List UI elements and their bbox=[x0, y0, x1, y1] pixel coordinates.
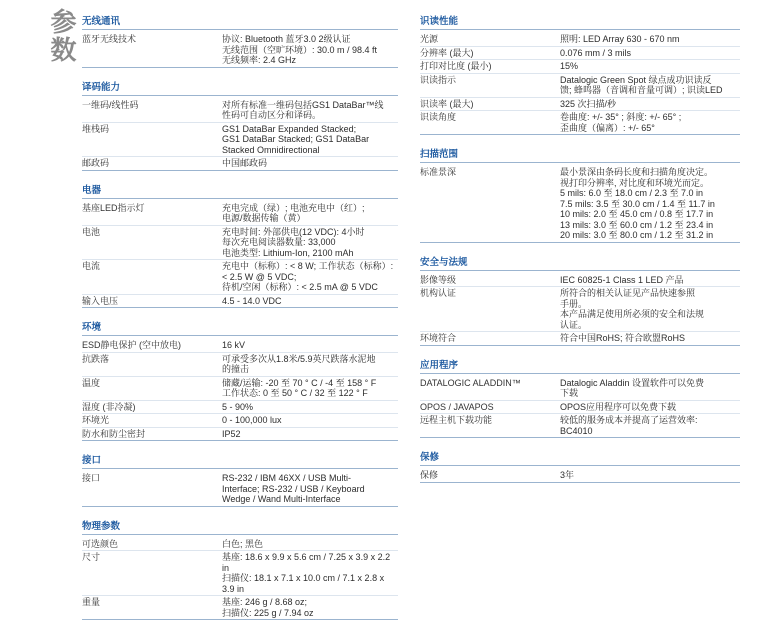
spec-row bbox=[82, 157, 398, 171]
spec-row bbox=[82, 339, 398, 353]
spec-row bbox=[82, 99, 398, 123]
spec-label: 尺寸 bbox=[82, 552, 101, 562]
spec-label: 抗跌落 bbox=[82, 353, 110, 364]
spec-label: 标准景深 bbox=[420, 167, 457, 177]
spec-label: ESD静电保护 (空中放电) bbox=[82, 340, 182, 350]
spec-label: 防水和防尘密封 bbox=[82, 428, 146, 439]
spec-row bbox=[82, 596, 398, 620]
section-header: 电器 bbox=[82, 185, 398, 199]
section-header: 物理参数 bbox=[82, 521, 398, 535]
spec-value: 0.076 mm / 3 mils bbox=[560, 47, 632, 58]
spec-row bbox=[420, 74, 740, 98]
spec-value: 卷曲度: +/- 35° ; 斜度: +/- 65° ; 歪曲度（偏离）: +/- 65° bbox=[560, 112, 682, 133]
spec-row bbox=[82, 472, 398, 507]
spec-row bbox=[420, 377, 740, 401]
spec-value: 储藏/运输: -20 至 70 ° C / -4 至 158 ° F 工作状态: 0 至 50 ° C / 32 至 122 ° F bbox=[222, 377, 377, 398]
spec-row bbox=[420, 469, 740, 483]
spec-value: GS1 DataBar Expanded Stacked; GS1 DataBar Stacked; GS1 DataBar Stacked Omnidirectional bbox=[222, 123, 370, 155]
spec-row bbox=[82, 295, 398, 309]
spec-label: 重量 bbox=[82, 597, 101, 607]
spec-value: OPOS应用程序可以免费下载 bbox=[560, 401, 677, 412]
section-header: 识读性能 bbox=[420, 16, 740, 30]
right-column bbox=[420, 16, 740, 497]
spec-section bbox=[82, 455, 398, 507]
spec-label: 可选颜色 bbox=[82, 538, 119, 549]
spec-row bbox=[82, 202, 398, 226]
spec-row bbox=[420, 414, 740, 438]
spec-label: 影像等级 bbox=[420, 274, 457, 285]
spec-label: 光源 bbox=[420, 34, 439, 44]
spec-row bbox=[82, 353, 398, 377]
section-header: 安全与法规 bbox=[420, 257, 740, 271]
spec-row bbox=[82, 414, 398, 428]
spec-label: 温度 bbox=[82, 377, 101, 388]
spec-value: 协议: Bluetooth 蓝牙3.0 2级认证 无线范围（空旷环境）: 30.0 m / 98.4 ft 无线频率: 2.4 GHz bbox=[222, 34, 378, 65]
spec-value: 3年 bbox=[560, 470, 575, 480]
section-header: 应用程序 bbox=[420, 360, 740, 374]
spec-section bbox=[420, 360, 740, 439]
spec-value: 充电中（标称）: < 8 W; 工作状态（标称）: < 2.5 W @ 5 VDC; 待机/空闲（标称）: < 2.5 mA @ 5 VDC bbox=[222, 261, 394, 292]
spec-value: 符合中国RoHS; 符合欧盟RoHS bbox=[560, 333, 686, 343]
spec-value: 基座: 18.6 x 9.9 x 5.6 cm / 7.25 x 3.9 x 2.2 in 扫描仪: 18.1 x 7.1 x 10.0 cm / 7.1 x 2.8 x 3.9 in bbox=[222, 552, 391, 594]
spec-label: 邮政码 bbox=[82, 158, 110, 168]
spec-section bbox=[82, 185, 398, 309]
spec-label: 识读率 (最大) bbox=[420, 98, 474, 109]
spec-value: 充电时间: 外部供电(12 VDC): 4小时 每次充电阅读器数量: 33,000 电池类型: Lithium-Ion, 2100 mAh bbox=[222, 226, 365, 258]
spec-section bbox=[420, 16, 740, 135]
spec-value: 最小景深由条码长度和扫描角度决定。 视打印分辨率, 对比度和环境光而定。 5 mils: 6.0 至 18.0 cm / 2.3 至 7.0 in 7.5 mils: 3.5 至 30.0 cm / 1.4 至 11.7 in 10 mils: 2.0 至 45.0 cm / 0.8 至 17.7 in 13 mils: 3.0 至 60.0 cm / 1.2 至 23.4 in 20 mils: 3.0 至 80.0 cm / 1.2 至 31.2 in bbox=[560, 167, 715, 240]
spec-label: 识读指示 bbox=[420, 74, 457, 85]
spec-label: 堆栈码 bbox=[82, 123, 110, 134]
spec-label: 基座LED指示灯 bbox=[82, 202, 145, 213]
spec-label: 接口 bbox=[82, 473, 101, 483]
spec-row bbox=[82, 401, 398, 415]
spec-label: 远程主机下载功能 bbox=[420, 415, 493, 425]
spec-label: 识读角度 bbox=[420, 112, 457, 122]
spec-label: 蓝牙无线技术 bbox=[82, 34, 137, 44]
spec-row bbox=[420, 60, 740, 74]
spec-row bbox=[420, 401, 740, 415]
spec-row bbox=[82, 260, 398, 295]
spec-row bbox=[420, 287, 740, 332]
spec-label: OPOS / JAVAPOS bbox=[420, 401, 494, 412]
spec-value: 照明: LED Array 630 - 670 nm bbox=[560, 34, 680, 44]
spec-label: 电流 bbox=[82, 261, 101, 271]
spec-row bbox=[420, 47, 740, 61]
spec-section bbox=[420, 452, 740, 483]
spec-row bbox=[420, 98, 740, 112]
spec-row bbox=[82, 377, 398, 401]
spec-section bbox=[82, 322, 398, 441]
spec-label: 环境符合 bbox=[420, 333, 457, 343]
spec-value: 325 次扫描/秒 bbox=[560, 98, 617, 109]
section-header: 扫描范围 bbox=[420, 149, 740, 163]
spec-row bbox=[82, 226, 398, 261]
section-header: 接口 bbox=[82, 455, 398, 469]
spec-value: 15% bbox=[560, 61, 579, 71]
spec-label: 电池 bbox=[82, 226, 101, 237]
spec-value: 较低的服务成本并提高了运营效率: BC4010 bbox=[560, 415, 698, 436]
spec-row bbox=[420, 166, 740, 243]
spec-row bbox=[82, 538, 398, 552]
spec-row bbox=[82, 551, 398, 596]
spec-label: 输入电压 bbox=[82, 295, 119, 306]
spec-row bbox=[420, 332, 740, 346]
spec-value: 16 kV bbox=[222, 340, 246, 350]
spec-row bbox=[420, 111, 740, 135]
left-column bbox=[82, 16, 398, 634]
spec-row bbox=[420, 33, 740, 47]
spec-value: Datalogic Aladdin 设置软件可以免费 下载 bbox=[560, 377, 705, 398]
spec-label: 分辨率 (最大) bbox=[420, 47, 474, 58]
page-title: 参数 bbox=[47, 8, 77, 64]
spec-label: DATALOGIC ALADDIN™ bbox=[420, 377, 521, 388]
spec-section bbox=[82, 521, 398, 621]
spec-section bbox=[420, 257, 740, 346]
spec-value: 白色; 黑色 bbox=[222, 538, 264, 549]
section-header: 译码能力 bbox=[82, 82, 398, 96]
spec-value: 基座: 246 g / 8.68 oz; 扫描仪: 225 g / 7.94 oz bbox=[222, 597, 314, 618]
spec-value: 0 - 100,000 lux bbox=[222, 415, 282, 425]
section-header: 环境 bbox=[82, 322, 398, 336]
spec-section bbox=[420, 149, 740, 243]
spec-value: 充电完成（绿）; 电池充电中（红）; 电源/数据传输（黄） bbox=[222, 202, 365, 223]
section-header: 保修 bbox=[420, 452, 740, 466]
spec-label: 保修 bbox=[420, 470, 439, 480]
spec-row bbox=[420, 274, 740, 288]
spec-value: RS-232 / IBM 46XX / USB Multi- Interface; RS-232 / USB / Keyboard Wedge / Wand Multi-Interface bbox=[222, 473, 365, 504]
spec-label: 一维码/线性码 bbox=[82, 99, 139, 110]
spec-row bbox=[82, 33, 398, 68]
spec-value: 可承受多次从1.8米/5.9英尺跌落水泥地 的撞击 bbox=[222, 353, 376, 374]
spec-label: 机构认证 bbox=[420, 288, 457, 298]
spec-value: 5 - 90% bbox=[222, 401, 254, 412]
spec-value: 对所有标准一维码包括GS1 DataBar™线 性码可自动区分和译码。 bbox=[222, 99, 384, 120]
spec-section bbox=[82, 16, 398, 68]
spec-section bbox=[82, 82, 398, 171]
spec-value: IP52 bbox=[222, 428, 241, 439]
spec-value: 中国邮政码 bbox=[222, 158, 268, 168]
spec-value: 4.5 - 14.0 VDC bbox=[222, 295, 282, 306]
spec-value: 所符合的相关认证见产品快速参照 手册。 本产品满足使用所必须的安全和法规 认证。 bbox=[560, 288, 705, 330]
spec-row bbox=[82, 123, 398, 158]
spec-label: 打印对比度 (最小) bbox=[420, 61, 492, 71]
spec-value: IEC 60825-1 Class 1 LED 产品 bbox=[560, 274, 684, 285]
spec-row bbox=[82, 428, 398, 442]
section-header: 无线通讯 bbox=[82, 16, 398, 30]
spec-value: Datalogic Green Spot 绿点成功识读反 馈; 蜂鸣器（音调和音量可调）; 识读LED bbox=[560, 74, 723, 95]
spec-label: 环境光 bbox=[82, 415, 110, 425]
spec-label: 湿度 (非冷凝) bbox=[82, 401, 136, 412]
